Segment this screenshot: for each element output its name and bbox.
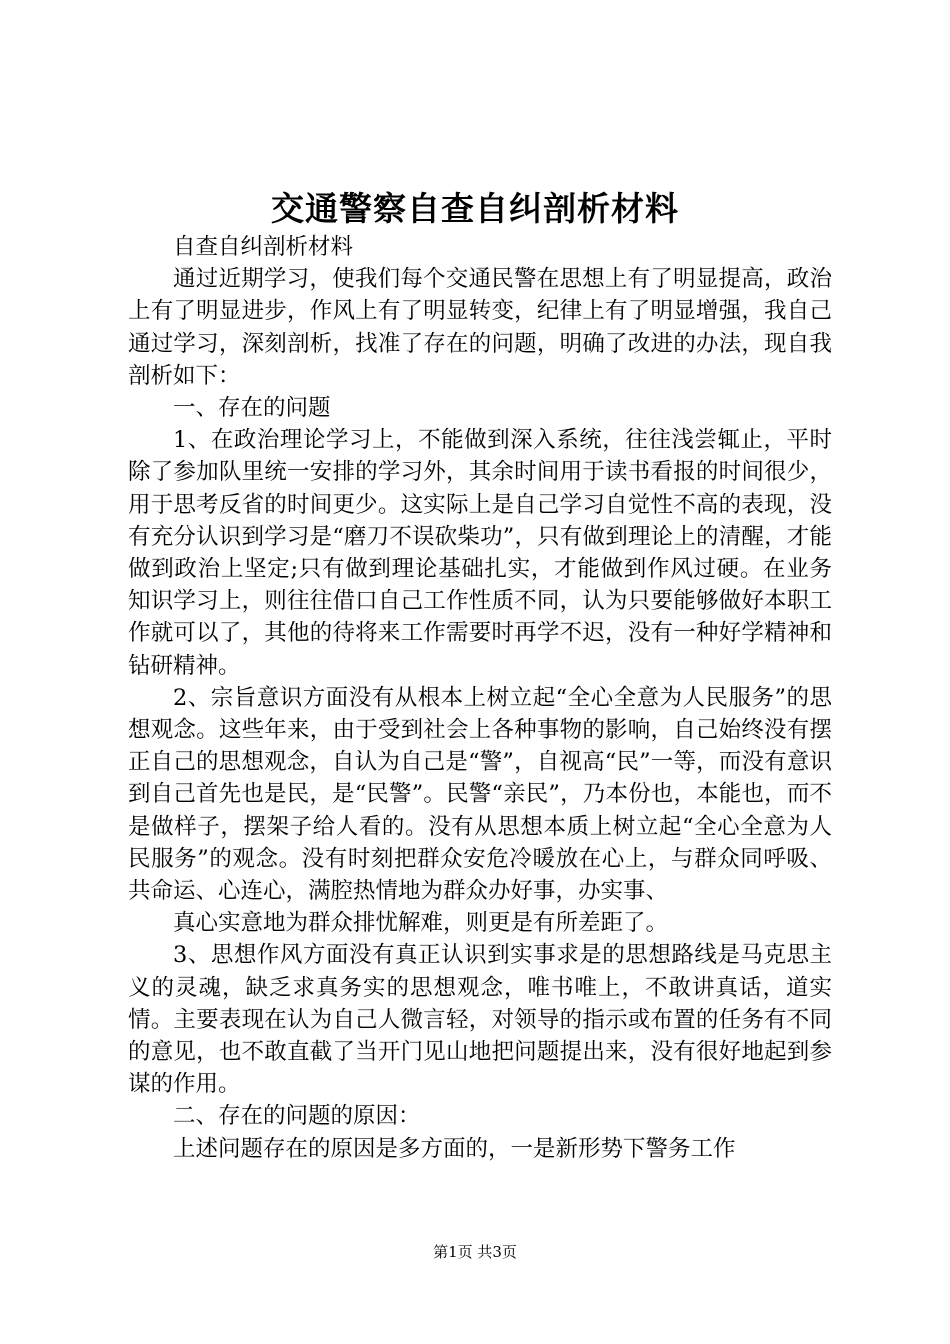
section-heading-problems: 一、存在的问题 [173,395,331,422]
paragraph-problem-1: 1、在政治理论学习上，不能做到深入系统，往往浅尝辄止，平时除了参加队里统一安排的学习外，其余时间用于读书看报的时间很少，用于思考反省的时间更少。这实际上是自己学习自觉性不高的表现，没有充分认识到学习是“磨刀不误砍柴功”，只有做到理论上的清醒，才能做到政治上坚定;只有做到理论基础扎实，才能做到作风过硬。在业务知识学习上，则往往借口自己工作性质不同，认为只要能够做好本职工作就可以了，其他的待将来工作需要时再学不迟，没有一种好学精神和钻研精神。 [128,427,832,679]
paragraph-subtitle: 自查自纠剖析材料 [173,234,354,260]
document-title: 交通警察自查自纠剖析材料 [271,189,679,228]
paragraph-problem-3: 3、思想作风方面没有真正认识到实事求是的思想路线是马克思主义的灵魂，缺乏求真务实的思想观念，唯书唯上，不敢讲真话，道实情。主要表现在认为自己人微言轻，对领导的指示或布置的任务有不同的意见，也不敢直截了当开门见山地把问题提出来，没有很好地起到参谋的作用。 [128,942,832,1098]
page-footer: 第1页 共3页 [433,1243,517,1261]
paragraph-problem-2-continued: 真心实意地为群众排忧解难，则更是有所差距了。 [173,910,669,937]
paragraph-problem-2: 2、宗旨意识方面没有从根本上树立起“全心全意为人民服务”的思想观念。这些年来，由于受到社会上各种事物的影响，自己始终没有摆正自己的思想观念，自认为自己是“警”，自视高“民”一等，而没有意识到自己首先也是民，是“民警”。民警“亲民”，乃本份也，本能也，而不是做样子，摆架子给人看的。没有从思想本质上树立起“全心全意为人民服务”的观念。没有时刻把群众安危冷暖放在心上，与群众同呼吸、共命运、心连心，满腔热情地为群众办好事，办实事、 [128,684,832,905]
paragraph-intro: 通过近期学习，使我们每个交通民警在思想上有了明显提高，政治上有了明显进步，作风上有了明显转变，纪律上有了明显增强，我自己通过学习，深刻剖析，找准了存在的问题，明确了改进的办法，现自我剖析如下： [128,266,832,389]
document-body [128,231,832,1165]
section-heading-causes: 二、存在的问题的原因： [173,1103,421,1130]
paragraph-causes: 上述问题存在的原因是多方面的，一是新形势下警务工作 [173,1135,736,1162]
